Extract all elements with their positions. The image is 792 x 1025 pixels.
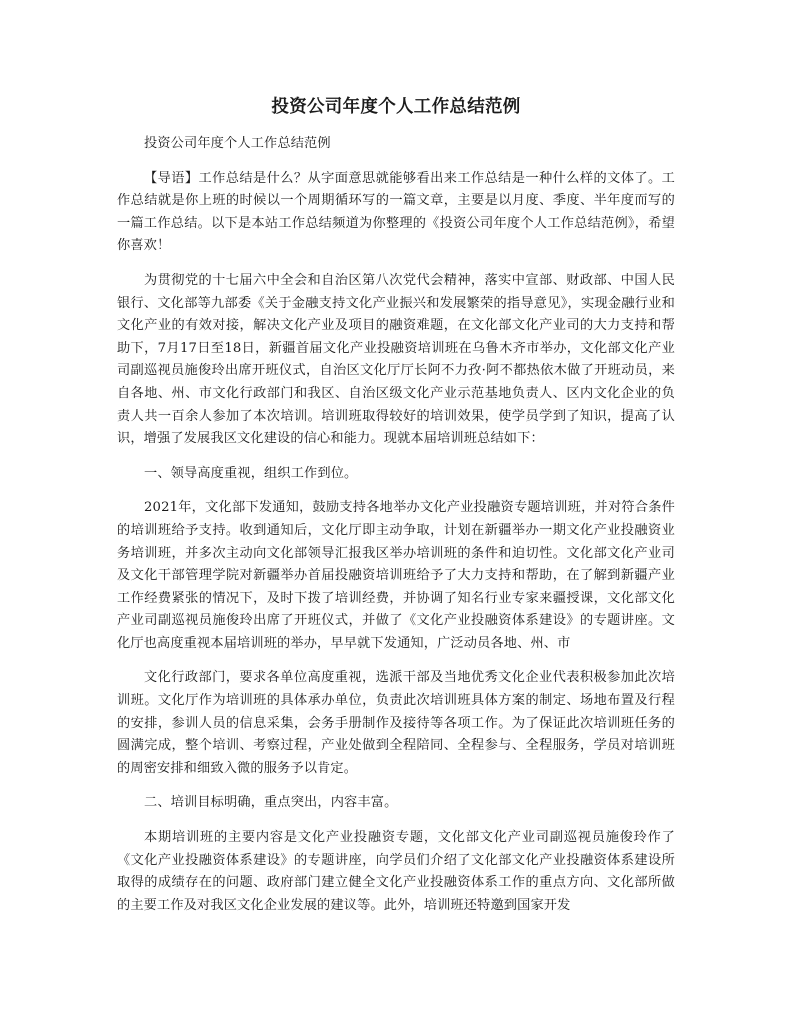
document-title: 投资公司年度个人工作总结范例: [271, 97, 521, 117]
body-paragraph-1: 为贯彻党的十七届六中全会和自治区第八次党代会精神，落实中宣部、财政部、中国人民银行、文化部等九部委《关于金融支持文化产业振兴和发展繁荣的指导意见》，实现金融行业和文化产业的有效对接，解决文化产业及项目的融资难题，在文化部文化产业司的大力支持和帮助下，7月17日至18日，新疆首届文化产业投融资培训班在乌鲁木齐市举办，文化部文化产业司副巡视员施俊玲出席开班仪式，自治区文化厅厅长阿不力孜·阿不都热依木做了开班动员，来自各地、州、市文化行政部门和我区、自治区级文化产业示范基地负责人、区内文化企业的负责人共一百余人参加了本次培训。培训班取得较好的培训效果，使学员学到了知识，提高了认识，增强了发展我区文化建设的信心和能力。现就本届培训班总结如下：: [117, 272, 675, 447]
body-paragraph-4: 本期培训班的主要内容是文化产业投融资专题，文化部文化产业司副巡视员施俊玲作了《文化产业投融资体系建设》的专题讲座，向学员们介绍了文化部文化产业投融资体系建设所取得的成绩存在的问题、政府部门建立健全文化产业投融资体系工作的重点方向、文化部所做的主要工作及对我区文化企业发展的建议等。此外，培训班还特邀到国家开发: [117, 830, 675, 913]
section-heading-1: 一、领导高度重视，组织工作到位。: [144, 465, 358, 481]
document-subtitle: 投资公司年度个人工作总结范例: [144, 136, 331, 151]
body-paragraph-2: 2021年，文化部下发通知，鼓励支持各地举办文化产业投融资专题培训班，并对符合条件的培训班给予支持。收到通知后，文化厅即主动争取，计划在新疆举办一期文化产业投融资业务培训班，并多次主动向文化部领导汇报我区举办培训班的条件和迫切性。文化部文化产业司及文化干部管理学院对新疆举办首届投融资培训班给予了大力支持和帮助，在了解到新疆产业工作经费紧张的情况下，及时下拨了培训经费，并协调了知名行业专家来疆授课，文化部文化产业司副巡视员施俊玲出席了开班仪式，并做了《文化产业投融资体系建设》的专题讲座。文化厅也高度重视本届培训班的举办，早早就下发通知，广泛动员各地、州、市: [117, 500, 675, 651]
document-page: [117, 0, 675, 917]
section-heading-2: 二、培训目标明确，重点突出，内容丰富。: [144, 795, 398, 811]
intro-paragraph: 【导语】工作总结是什么？从字面意思就能够看出来工作总结是一种什么样的文体了。工作总结就是你上班的时候以一个周期循环写的一篇文章，主要是以月度、季度、半年度而写的一篇工作总结。以下是本站工作总结频道为你整理的《投资公司年度个人工作总结范例》，希望你喜欢！: [117, 170, 675, 254]
body-paragraph-3: 文化行政部门，要求各单位高度重视，选派干部及当地优秀文化企业代表积极参加此次培训班。文化厅作为培训班的具体承办单位，负责此次培训班具体方案的制定、场地布置及行程的安排，参训人员的信息采集，会务手册制作及接待等各项工作。为了保证此次培训班任务的圆满完成，整个培训、考察过程，产业处做到全程陪同、全程参与、全程服务，学员对培训班的周密安排和细致入微的服务予以肯定。: [117, 670, 675, 776]
